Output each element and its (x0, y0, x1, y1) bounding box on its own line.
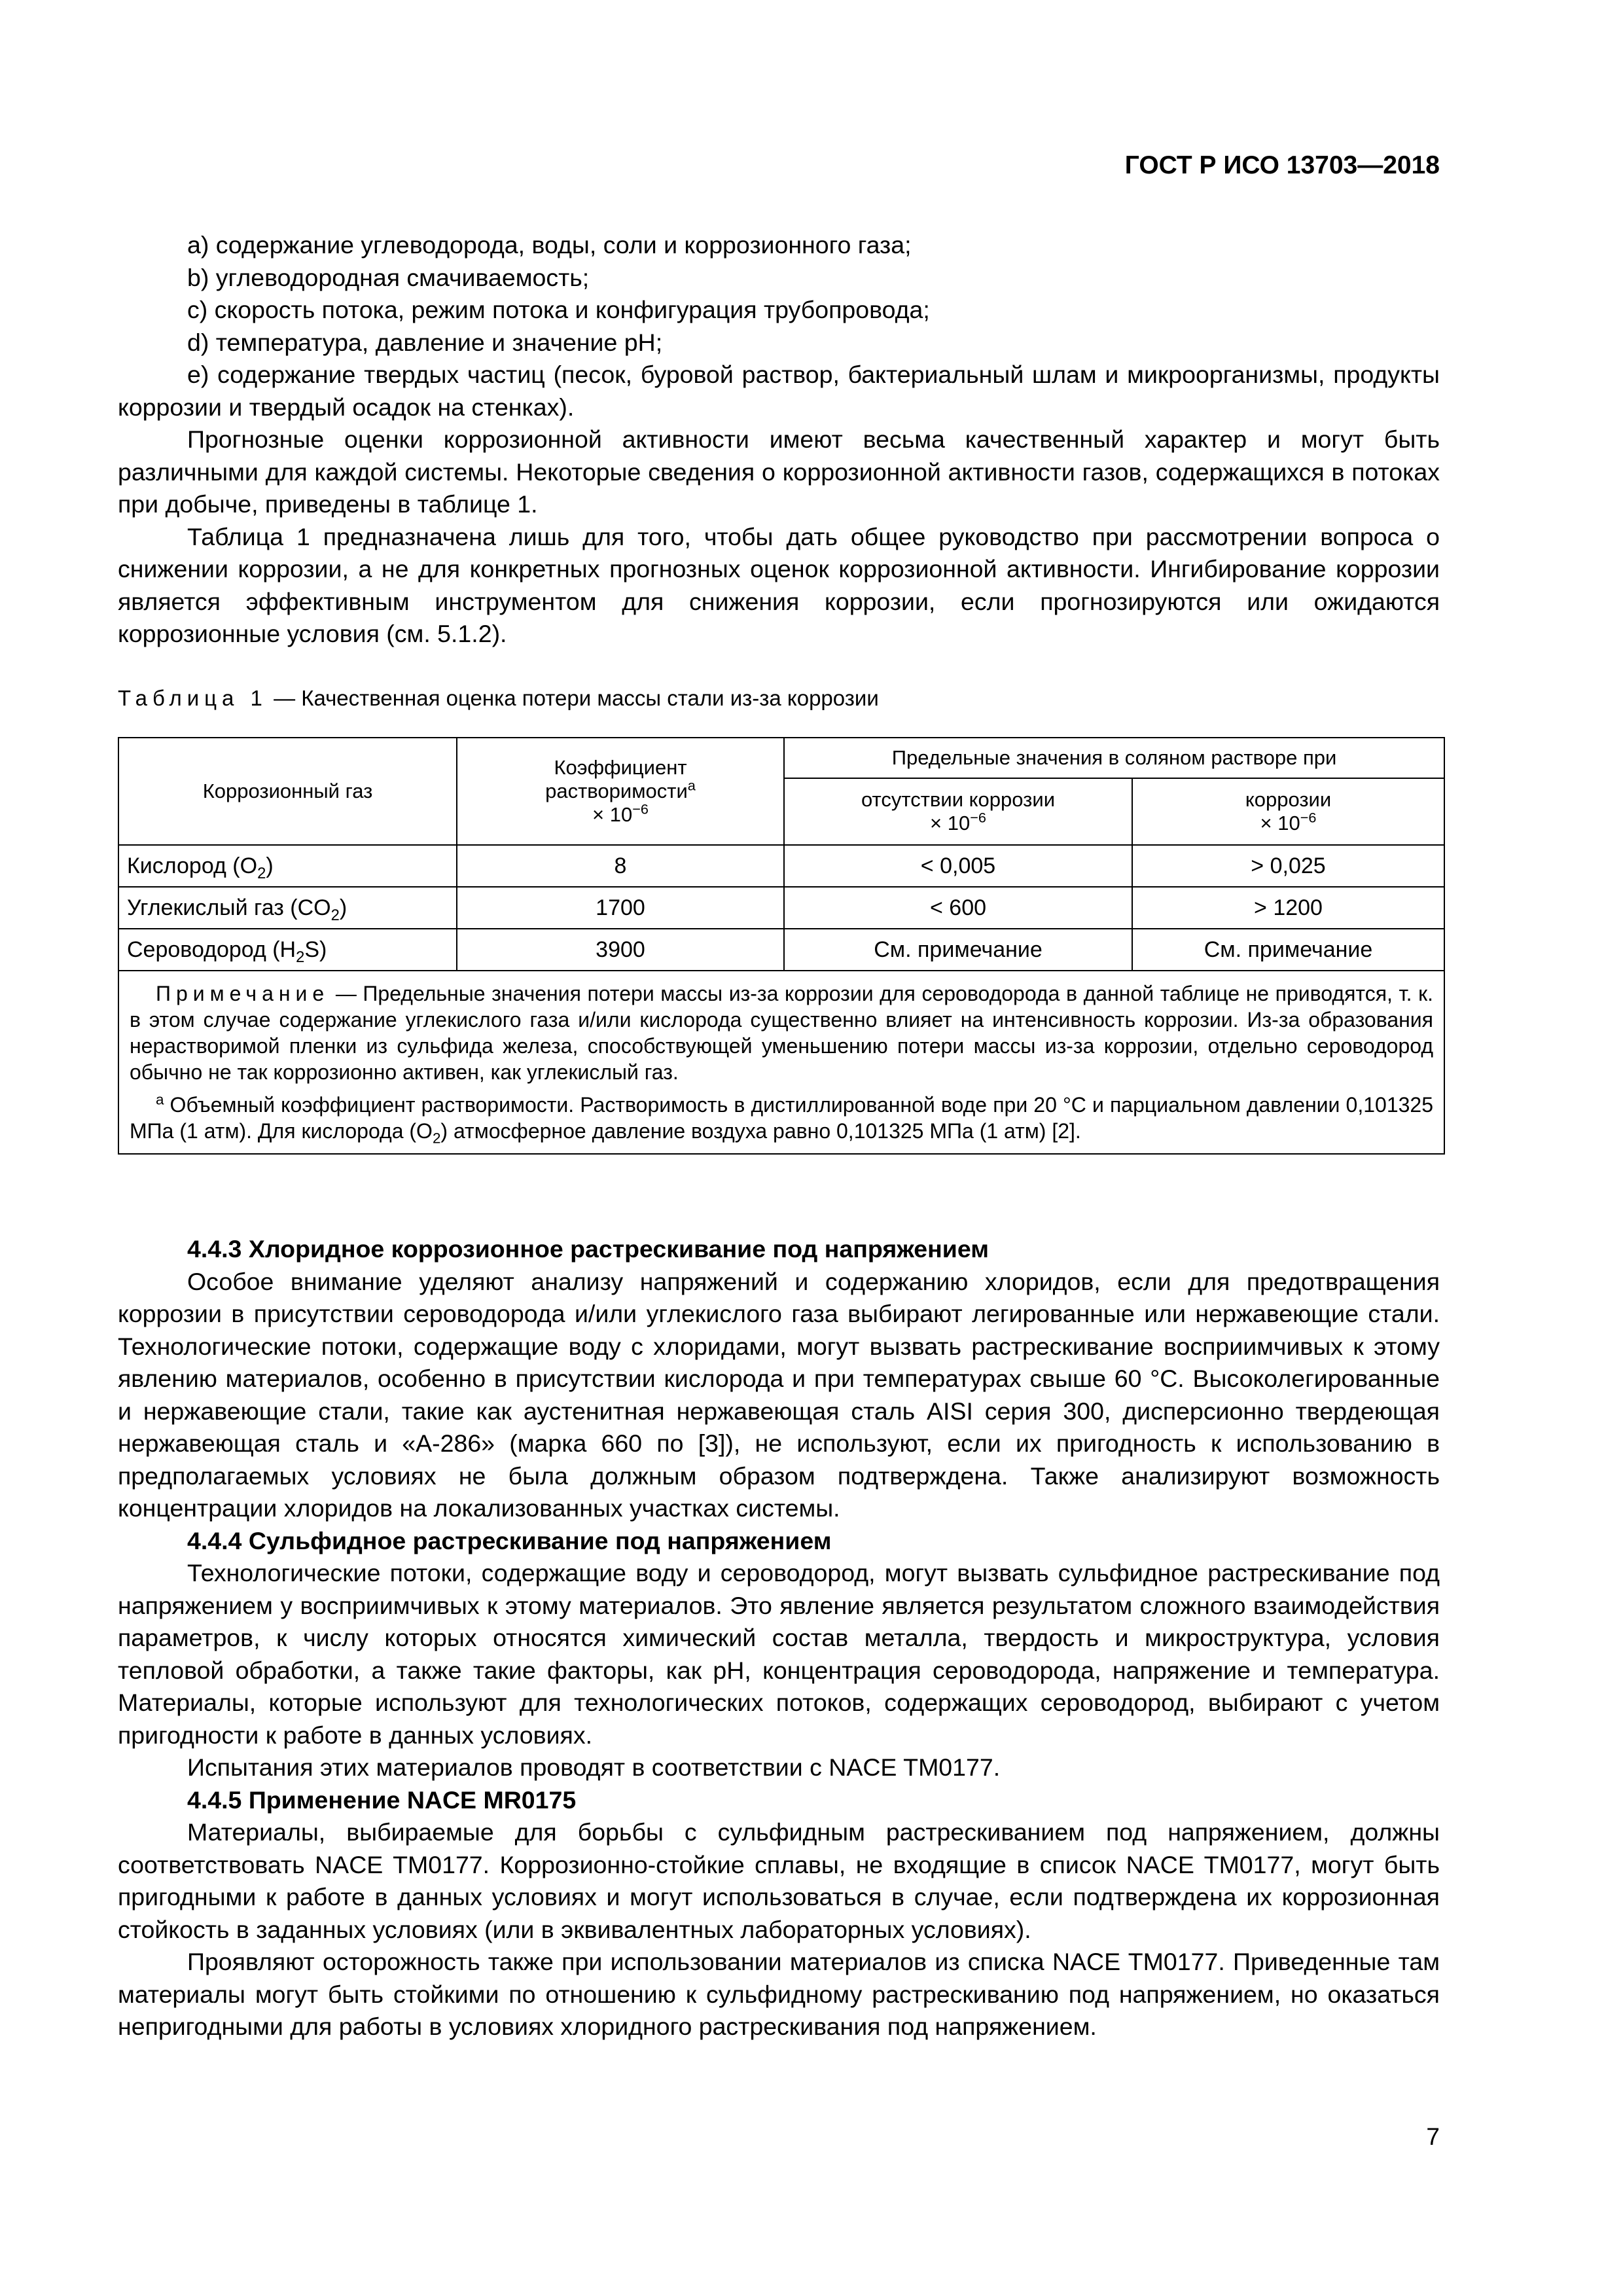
gas-subscript: 2 (296, 948, 305, 966)
cell-coefficient: 3900 (457, 929, 784, 971)
table-row-h2s (118, 929, 1444, 971)
gas-name-end: ) (339, 895, 348, 920)
gas-name: Сероводород (H (127, 937, 296, 962)
cell-coefficient: 1700 (457, 887, 784, 929)
gas-subscript: 2 (330, 906, 340, 924)
cell-coefficient: 8 (457, 845, 784, 887)
header-coef-line1: Коэффициент (554, 756, 687, 779)
section-4-4-3-title: 4.4.3 Хлоридное коррозионное растрескивание под напряжением (187, 1235, 989, 1263)
sections-block (118, 1233, 1440, 2043)
header-coef-footnote-mark: a (687, 777, 696, 794)
section-4-4-5-title: 4.4.5 Применение NACE MR0175 (187, 1785, 577, 1814)
section-4-4-4-text-2: Испытания этих материалов проводят в соответствии с NACE TM0177. (187, 1753, 1001, 1781)
list-item-e: e) содержание твердых частиц (песок, буровой раствор, бактериальный шлам и микроорганизмы, продукты коррозии и твердый осадок на стенках). (118, 361, 1440, 421)
section-4-4-5-text-2: Проявляют осторожность также при использовании материалов из списка NACE TM0177. Приведенные там материалы могут быть стойкими по отношению к сульфидному растрескиванию под напряжением, но оказаться непригодными для работы в условиях хлоридного растрескивания под напряжением. (118, 1948, 1440, 2040)
header-no-corrosion-mult: × 10 (930, 812, 971, 834)
gas-subscript: 2 (257, 864, 266, 882)
gas-name-end: ) (266, 853, 274, 878)
list-item-d: d) температура, давление и значение pH; (187, 328, 663, 356)
list-block (118, 229, 1440, 651)
table-caption-text: — Качественная оценка потери массы стали из-за коррозии (267, 686, 879, 710)
note-text: — Предельные значения потери массы из-за коррозии для сероводорода в данной таблице не приводятся, т. к. в этом случае содержание углекислого газа и/или кислорода существенно влияет на интенсивность коррозии. Из-за образования нерастворимой пленки из сульфида железа, способствующей уменьшению потери массы из-за коррозии, отдельно сероводород обычно не так коррозионно активен, как углекислый газ. (130, 982, 1433, 1084)
table-row-oxygen (118, 845, 1444, 887)
gas-name: Углекислый газ (CO (127, 895, 331, 920)
table-note (130, 980, 1433, 1085)
paragraph-forecast: Прогнозные оценки коррозионной активности имеют весьма качественный характер и могут быть различными для каждой системы. Некоторые сведения о коррозионной активности газов, содержащихся в потоках при добыче, приведены в таблице 1. (118, 425, 1440, 518)
header-corrosion-exponent: −6 (1300, 809, 1317, 826)
header-limits: Предельные значения в соляном растворе при (784, 738, 1444, 778)
corrosion-table (118, 737, 1445, 1155)
header-corrosion-mult: × 10 (1260, 812, 1300, 834)
page-number: 7 (1426, 2123, 1440, 2150)
table-note-row (118, 971, 1444, 1154)
section-4-4-4-title: 4.4.4 Сульфидное растрескивание под напряжением (187, 1526, 832, 1554)
gas-name: Кислород (O (127, 853, 258, 878)
table-caption (118, 685, 879, 712)
note-label: Примечание (156, 982, 330, 1005)
cell-no-corrosion: < 600 (784, 887, 1132, 929)
cell-no-corrosion: < 0,005 (784, 845, 1132, 887)
header-coef-exponent: −6 (632, 800, 649, 817)
header-coef-line2: растворимости (545, 780, 688, 802)
section-4-4-5-text-1: Материалы, выбираемые для борьбы с сульфидным растрескиванием под напряжением, должны соответствовать NACE TM0177. Коррозионно-стойкие сплавы, не входящие в список NACE TM0177, могут быть пригодными к работе в данных условиях и могут использоваться в случае, если подтверждена их коррозионная стойкость в заданных условиях (или в эквивалентных лабораторных условиях). (118, 1818, 1440, 1943)
cell-corrosion: > 0,025 (1132, 845, 1444, 887)
document-header: ГОСТ Р ИСО 13703—2018 (1124, 151, 1440, 179)
table-header-row-1 (118, 738, 1444, 778)
table-row-co2 (118, 887, 1444, 929)
header-coef-line3: × 10 (592, 803, 633, 826)
header-corrosion-label: коррозии (1245, 788, 1332, 811)
table-note-cell (118, 971, 1444, 1154)
footnote-text-2: ) атмосферное давление воздуха равно 0,101325 МПа (1 атм) [2]. (440, 1119, 1081, 1143)
paragraph-table-purpose: Таблица 1 предназначена лишь для того, чтобы дать общее руководство при рассмотрении вопроса о снижении коррозии, а не для конкретных прогнозных оценок коррозионной активности. Ингибирование коррозии является эффективным инструментом для снижения коррозии, если прогнозируются или ожидаются коррозионные условия (см. 5.1.2). (118, 522, 1440, 647)
list-item-a: a) содержание углеводорода, воды, соли и коррозионного газа; (187, 231, 912, 259)
table-footnote (130, 1091, 1433, 1147)
cell-corrosion: > 1200 (1132, 887, 1444, 929)
list-item-b: b) углеводородная смачиваемость; (187, 263, 590, 291)
header-no-corrosion-label: отсутствии коррозии (861, 788, 1056, 811)
cell-no-corrosion: См. примечание (784, 929, 1132, 971)
table-caption-prefix: Таблица 1 (118, 686, 268, 710)
header-no-corrosion (784, 778, 1132, 845)
cell-gas (118, 887, 457, 929)
cell-gas (118, 845, 457, 887)
header-gas: Коррозионный газ (118, 738, 457, 845)
list-item-c: c) скорость потока, режим потока и конфигурация трубопровода; (187, 296, 930, 323)
gas-name-end: S) (304, 937, 327, 962)
cell-gas (118, 929, 457, 971)
header-coefficient (457, 738, 784, 845)
footnote-subscript: 2 (432, 1130, 441, 1147)
header-no-corrosion-exponent: −6 (970, 809, 986, 826)
section-4-4-4-text-1: Технологические потоки, содержащие воду и сероводород, могут вызвать сульфидное растрескивание под напряжением у восприимчивых к этому материалов. Это явление является результатом сложного взаимодействия параметров, к числу которых относятся химический состав металла, твердость и микроструктура, условия тепловой обработки, а также такие факторы, как pH, концентрация сероводорода, напряжение и температура. Материалы, которые используют для технологических потоков, содержащих сероводород, выбирают с учетом пригодности к работе в данных условиях. (118, 1559, 1440, 1749)
section-4-4-3-text: Особое внимание уделяют анализу напряжений и содержанию хлоридов, если для предотвращения коррозии в присутствии сероводорода и/или углекислого газа выбирают легированные или нержавеющие стали. Технологические потоки, содержащие воду с хлоридами, могут вызвать растрескивание восприимчивых к этому явлению материалов, особенно в присутствии кислорода и при температурах свыше 60 °С. Высоколегированные и нержавеющие стали, такие как аустенитная нержавеющая сталь AISI серия 300, дисперсионно твердеющая нержавеющая сталь и «А-286» (марка 660 по [3]), не используют, если их пригодность к использованию в предполагаемых условиях не была должным образом подтверждена. Также анализируют возможность концентрации хлоридов на локализованных участках системы. (118, 1267, 1440, 1522)
header-corrosion (1132, 778, 1444, 845)
footnote-text-1: Объемный коэффициент растворимости. Растворимость в дистиллированной воде при 20 °С и парциальном давлении 0,101325 МПа (1 атм). Для кислорода (O (130, 1093, 1433, 1143)
cell-corrosion: См. примечание (1132, 929, 1444, 971)
footnote-mark: a (156, 1091, 164, 1108)
